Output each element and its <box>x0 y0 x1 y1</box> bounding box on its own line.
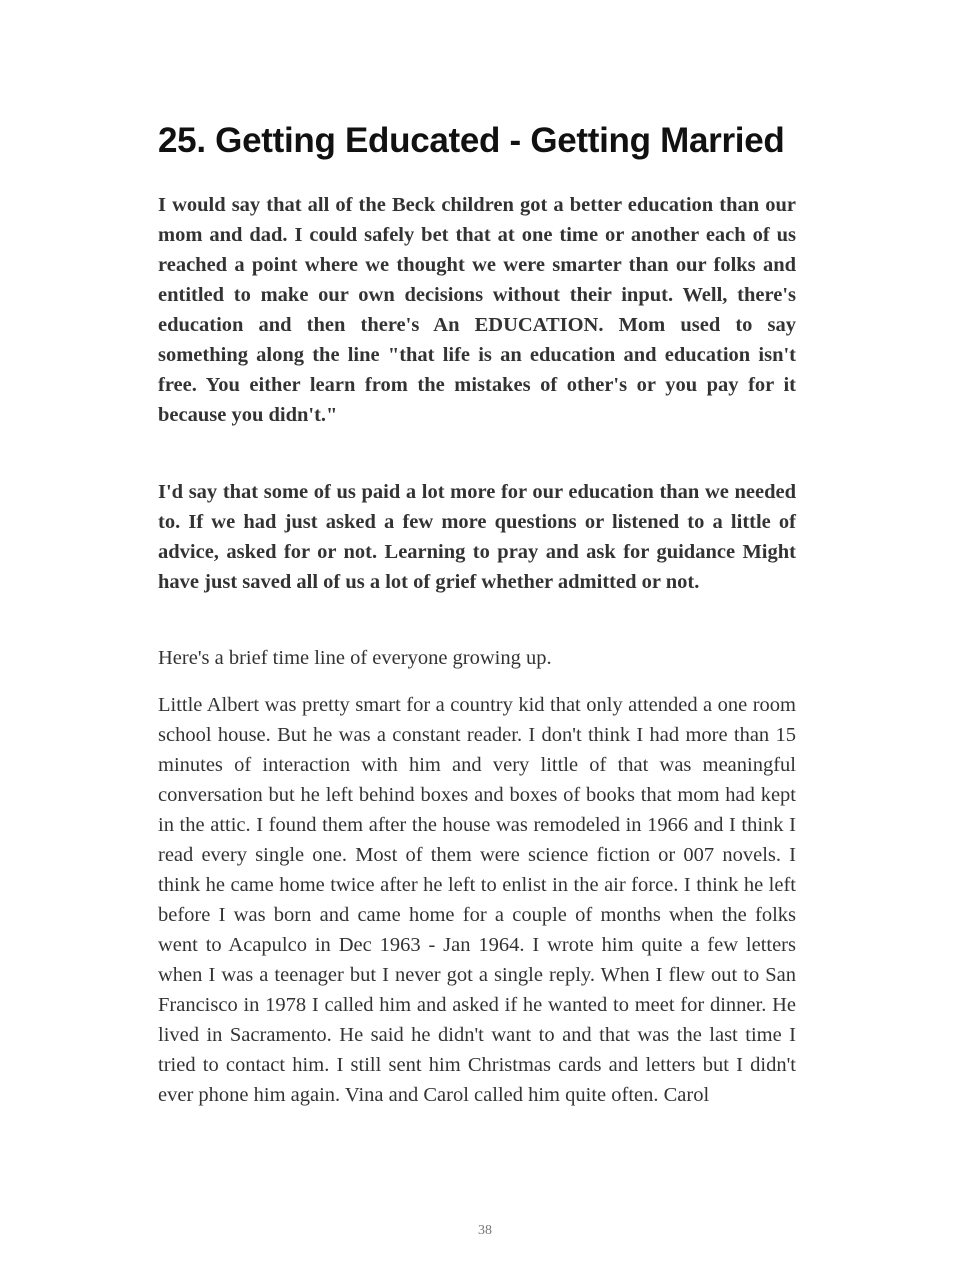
paragraph-paid-for-education: I'd say that some of us paid a lot more for our education than we needed to. If we had just asked a few more questions or listened to a little of advice, asked for or not. Learning to pray and ask for guidance Might have just saved all of us a lot of grief whether admitted or not. <box>158 481 796 593</box>
paragraph-timeline-intro: Here's a brief time line of everyone growing up. <box>158 647 552 669</box>
paragraph-education-intro: I would say that all of the Beck children got a better education than our mom and dad. I could safely bet that at one time or another each of us reached a point where we thought we were smarter than our folks and entitled to make our own decisions without their input. Well, there's education and then there's An EDUCATION. Mom used to say something along the line "that life is an education and education isn't free. You either learn from the mistakes of other's or you pay for it because you didn't." <box>158 194 796 426</box>
paragraph-little-albert: Little Albert was pretty smart for a country kid that only attended a one room school house. But he was a constant reader. I don't think I had more than 15 minutes of interaction with him and very little of that was meaningful conversation but he left behind boxes and boxes of books that mom had kept in the attic. I found them after the house was remodeled in 1966 and I think I read every single one. Most of them were science fiction or 007 novels. I think he came home twice after he left to enlist in the air force. I think he left before I was born and came home for a couple of months when the folks went to Acapulco in Dec 1963 - Jan 1964. I wrote him quite a few letters when I was a teenager but I never got a single reply. When I flew out to San Francisco in 1978 I called him and asked if he wanted to meet for dinner. He lived in Sacramento. He said he didn't want to and that was the last time I tried to contact him. I still sent him Christmas cards and letters but I didn't ever phone him again. Vina and Carol called him quite often. Carol <box>158 694 796 1106</box>
page-number: 38 <box>478 1223 492 1238</box>
chapter-title: 25. Getting Educated - Getting Married <box>158 121 785 160</box>
